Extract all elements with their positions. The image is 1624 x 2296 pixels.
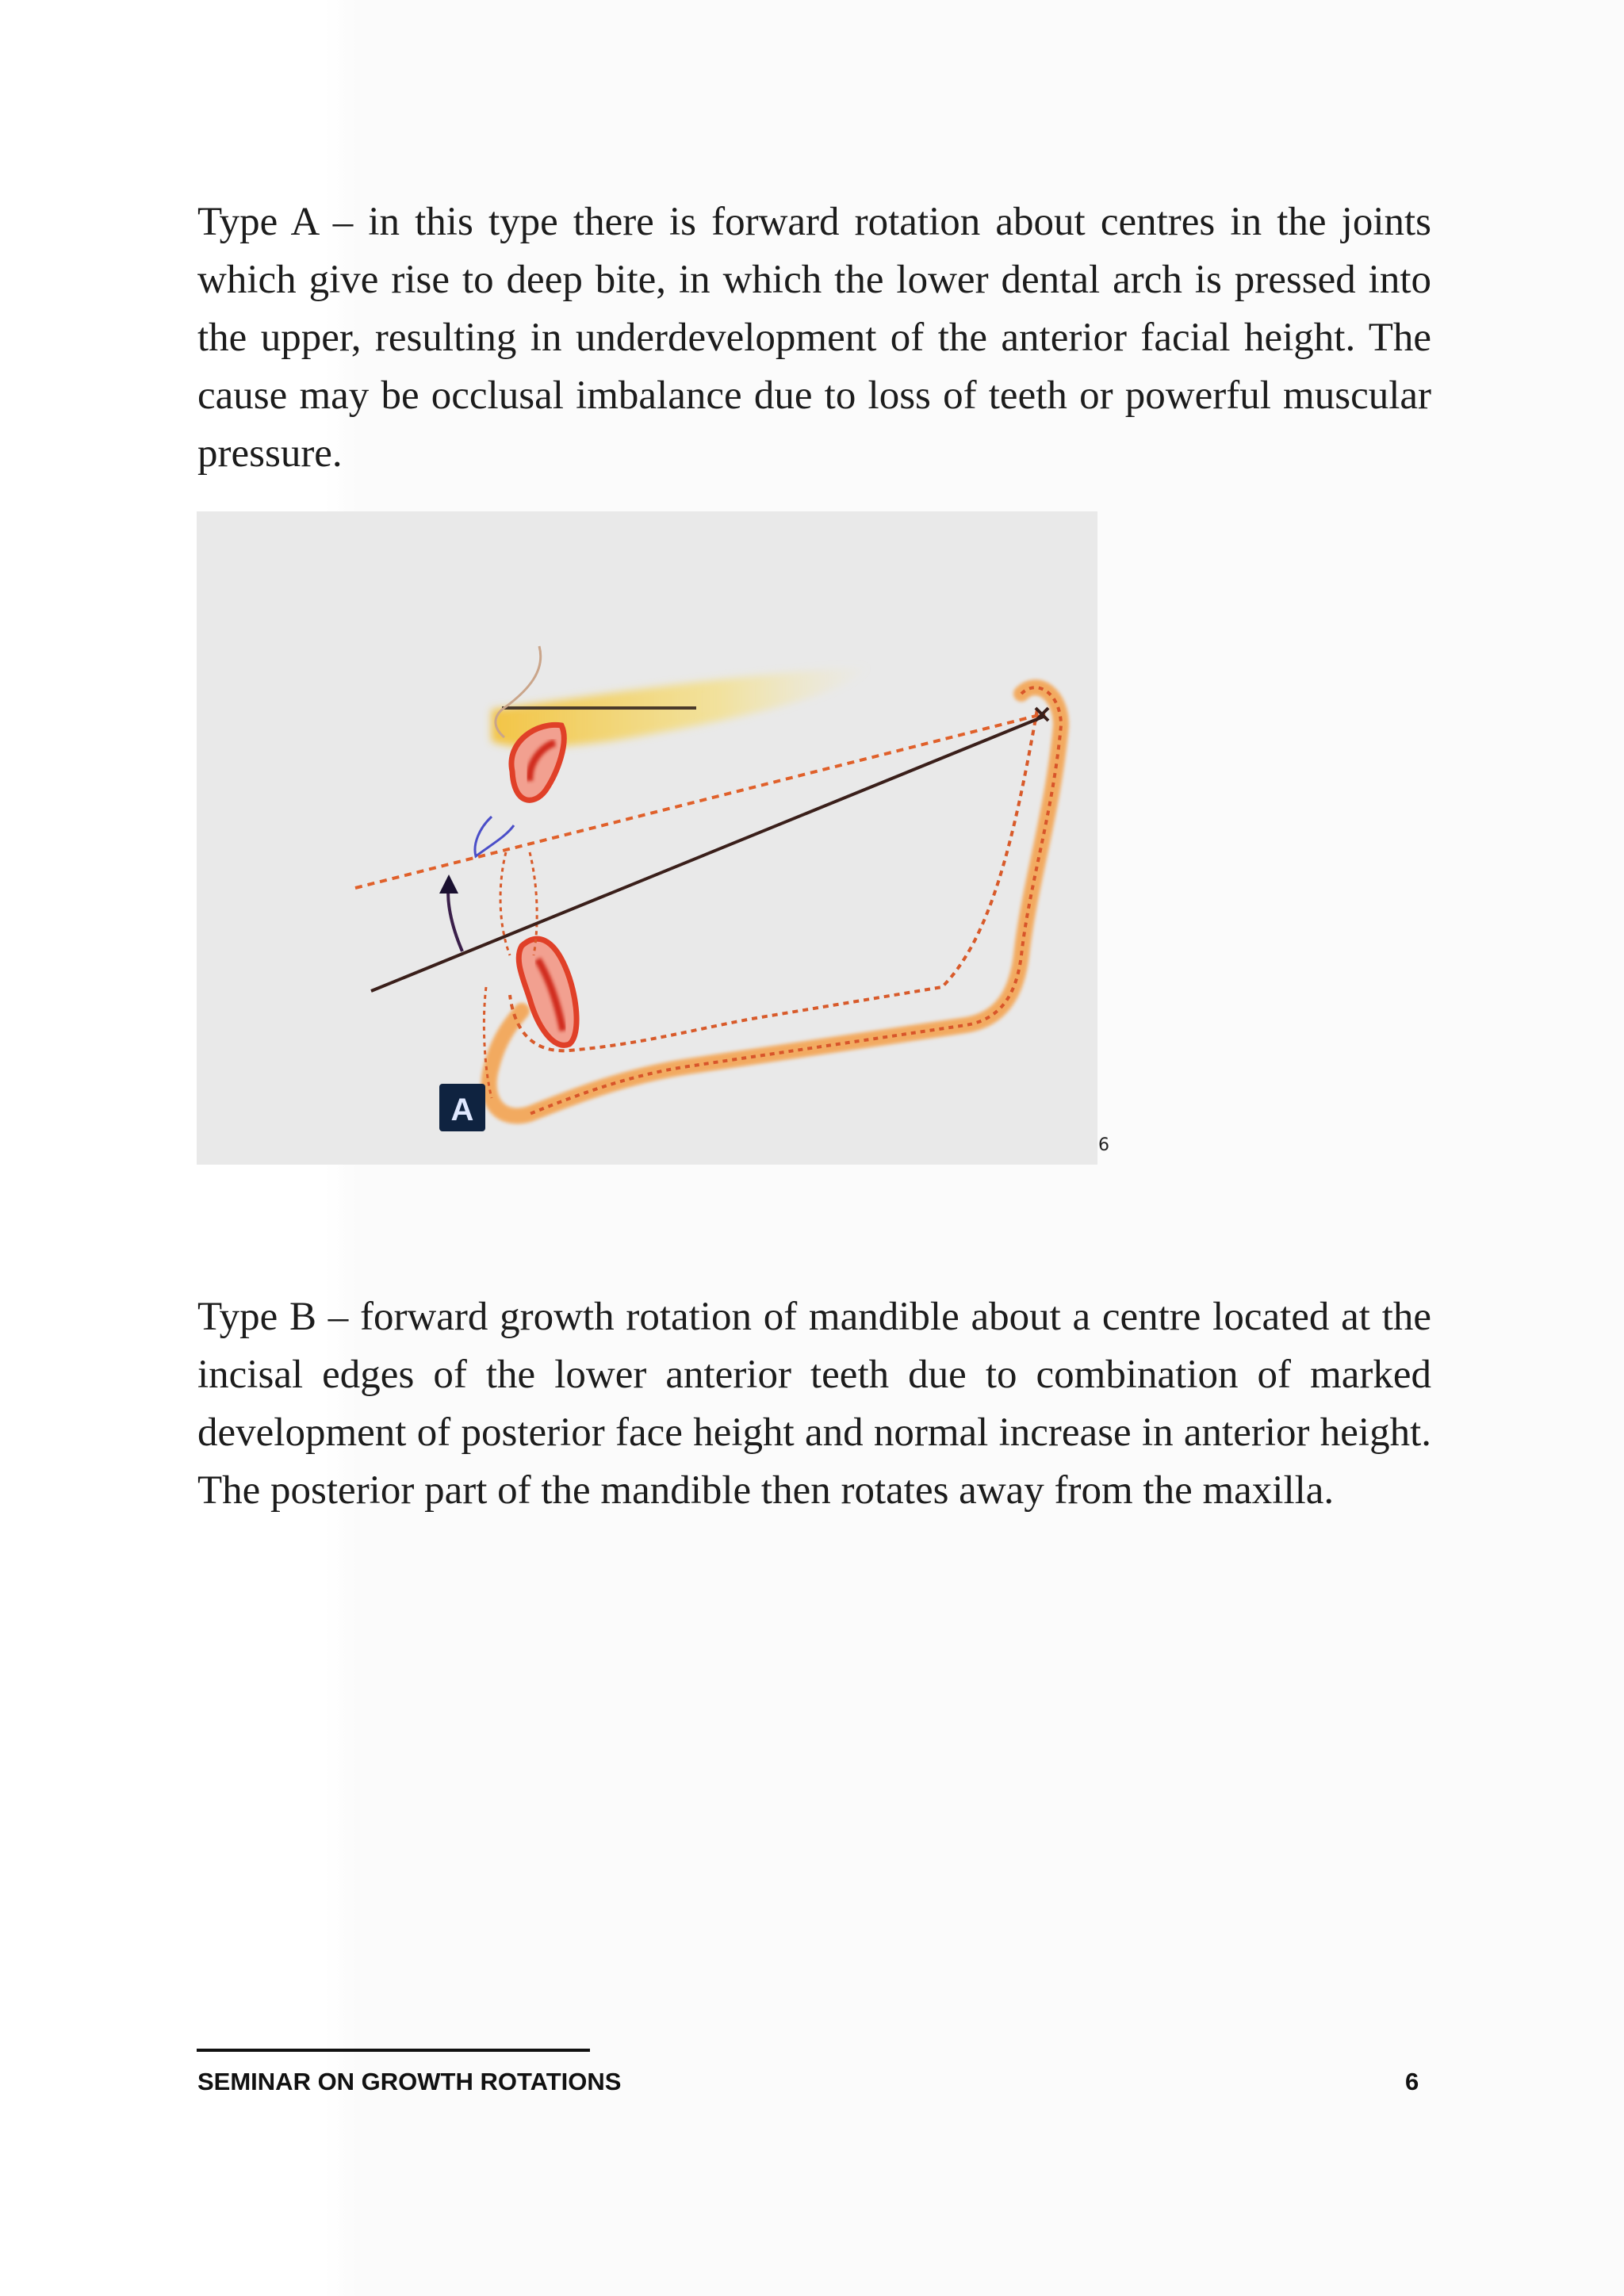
footer-divider [197, 2049, 590, 2052]
rotation-arrow [448, 884, 462, 951]
panel-label: A [450, 1093, 474, 1127]
paragraph-type-b: Type B – forward growth rotation of mandible about a centre located at the incisal edges of the lower anterior teeth due to combination of marked development of posterior face height and normal increase in anterior height. The posterior part of the mandible then rotates away from the maxilla. [197, 1295, 1431, 1513]
figure-mandible-rotation [197, 511, 1097, 1165]
paragraph-type-a: Type A – in this type there is forward rotation about centres in the joints which give rise to deep bite, in which the lower dental arch is pressed into the upper, resulting in underdevelopment of the anterior facial height. The cause may be occlusal imbalance due to loss of teeth or powerful muscular pressure. [197, 200, 1431, 476]
page-number: 6 [1405, 2068, 1419, 2095]
rotated-mandible-outline [510, 710, 1037, 1050]
figure-number: 6 [1098, 1135, 1109, 1155]
mandible-outline [489, 687, 1061, 1115]
upper-incisor [475, 725, 564, 856]
footer-title: SEMINAR ON GROWTH ROTATIONS [197, 2068, 622, 2095]
original-reference-line [355, 714, 1045, 888]
rotated-reference-line [371, 716, 1045, 991]
lower-incisor [519, 939, 576, 1045]
mandible-rotation-diagram [197, 511, 1097, 1165]
